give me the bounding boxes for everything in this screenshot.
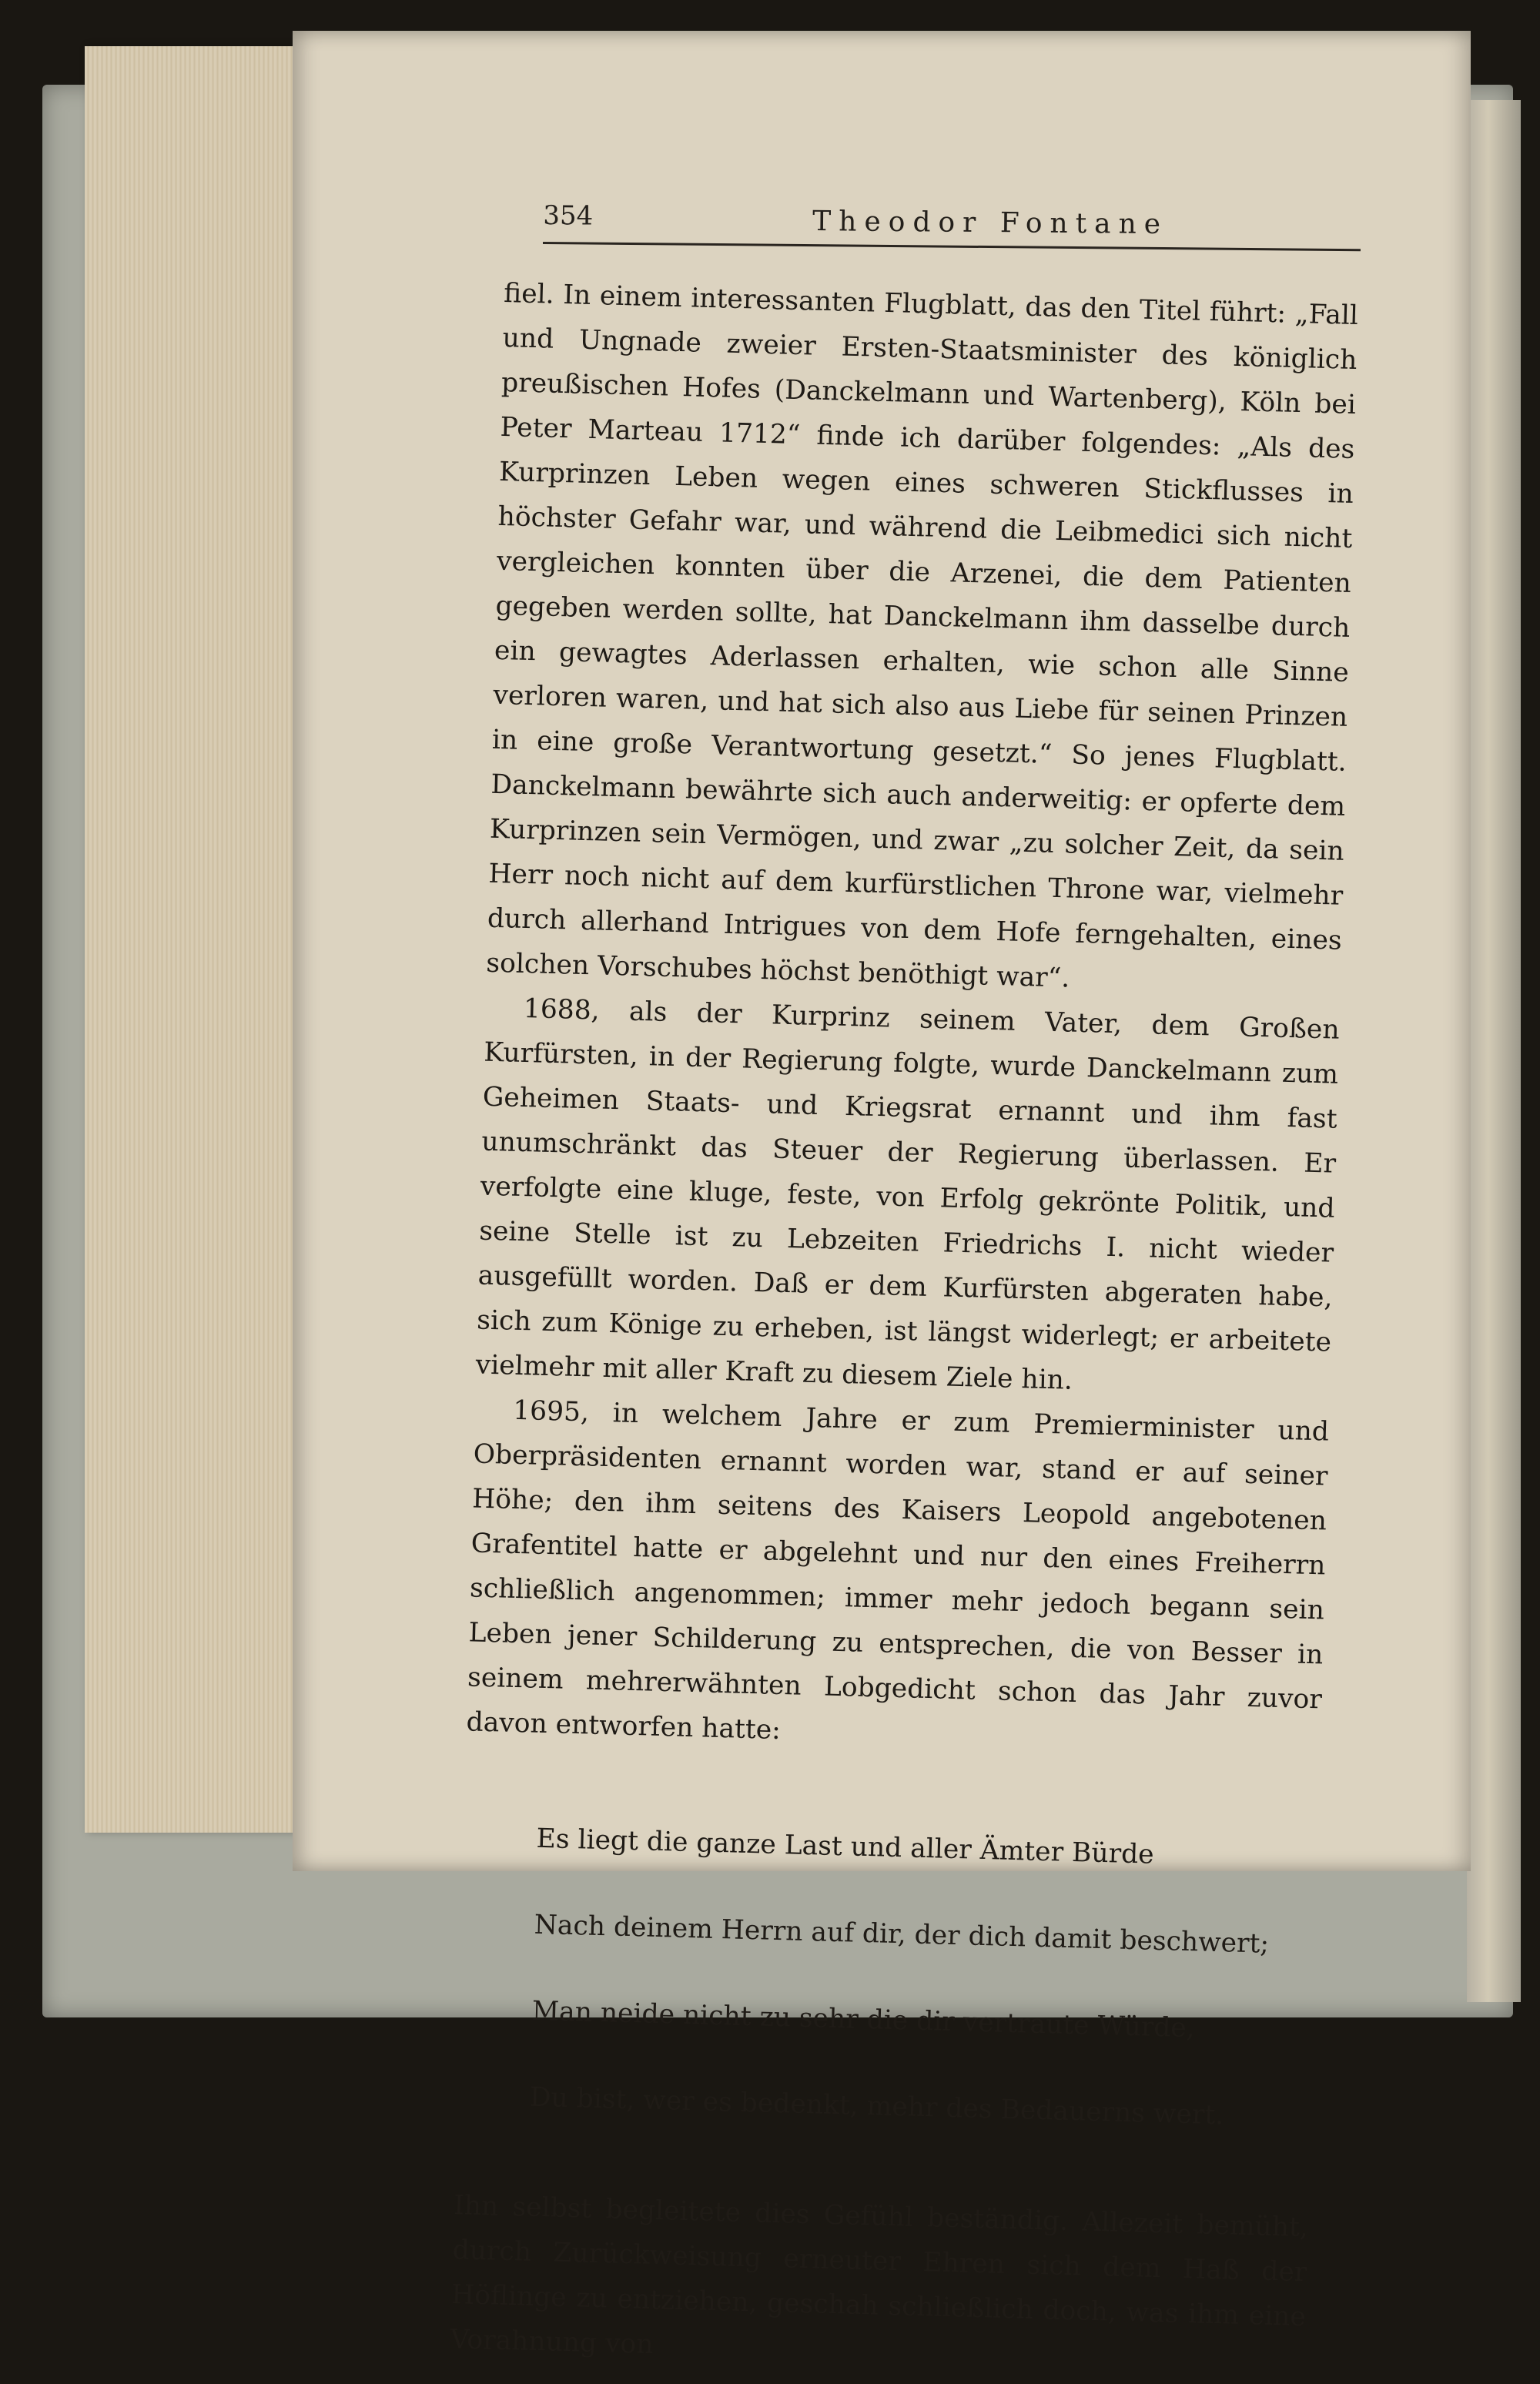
body-text	[450, 271, 1359, 2384]
paragraph-2: 1688, als der Kurprinz seinem Vater, dem Großen Kurfürsten, in der Regierung folgte, wurde Danckelmann zum Geheimen Staats- und Kriegsrat ernannt und ihm fast unumschränkt das Steuer der Regierung überlassen. Er verfolgte eine kluge, feste, von Erfolg gekrönte Politik, und seine Stelle ist zu Lebzeiten Friedrichs I. nicht wieder ausgefüllt worden. Daß er dem Kurfürsten abgeraten habe, sich zum Könige zu erheben, ist längst widerlegt; er arbeitete vielmehr mit aller Kraft zu diesem Ziele hin.	[475, 993, 1341, 1396]
page-header	[543, 199, 1361, 251]
page-stack-edges	[85, 46, 300, 1833]
verse-quote	[528, 1774, 1320, 2182]
verse-line: Man neide nicht zu sehr die dir vertraute Würde,	[531, 1995, 1196, 2044]
running-title: Theodor Fontane	[812, 206, 1169, 241]
paragraph-1: fiel. In einem interessanten Flugblatt, das den Titel führt: „Fall und Ungnade zweier Ersten-Staatsminister des königlich preußischen Hofes (Danckelmann und Wartenberg), Köln bei Peter Marteau 1712“ finde ich darüber folgendes: „Als des Kurprinzen Leben wegen eines schweren Stickflusses in höchster Gefahr war, und während die Leibmedici sich nicht vergleichen konnten über die Arzenei, die dem Patienten gegeben werden sollte, hat Danckelmann ihm dasselbe durch ein gewagtes Aderlassen erhalten, wie schon alle Sinne verloren waren, und hat sich also aus Liebe für seinen Prinzen in eine große Verantwortung gesetzt.“ So jenes Flugblatt. Danckelmann bewährte sich auch anderweitig: er opferte dem Kurprinzen sein Vermögen, und zwar „zu solcher Zeit, da sein Herr noch nicht auf dem kurfürstlichen Throne war, vielmehr durch allerhand Intrigues von dem Hofe ferngehalten, eines solchen Vorschubes höchst benöthigt war“.	[485, 277, 1359, 994]
closing-paragraph: Ihn selbst begleitete dies Gefühl beständig. Allezeit bemüht, durch Zurückweisung erneuter Ehren sich dem Haß der Höflinge zu entziehen, geschah schließlich doch, was ihm eine Vorahnung von	[450, 2190, 1309, 2360]
verse-line: Du bist, wer es bedenkt, mehr des Bedauerns wert.	[529, 2081, 1224, 2131]
verse-line: Nach deinem Herrn auf dir, der dich damit beschwert;	[534, 1909, 1270, 1960]
right-page-edge	[1467, 100, 1521, 2002]
paragraph-3: 1695, in welchem Jahre er zum Premierminister und Oberpräsidenten ernannt worden war, stand er auf seiner Höhe; den ihm seitens des Kaisers Leopold angebotenen Grafentitel hatte er abgelehnt und nur den eines Freiherrn schließlich angenommen; immer mehr jedoch begann sein Leben jener Schilderung zu entsprechen, die von Besser in seinem mehrerwähnten Lobgedicht schon das Jahr zuvor davon entworfen hatte:	[466, 1395, 1330, 1746]
verse-line: Es liegt die ganze Last und aller Ämter Bürde	[536, 1823, 1155, 1870]
page-number: 354	[543, 200, 594, 232]
